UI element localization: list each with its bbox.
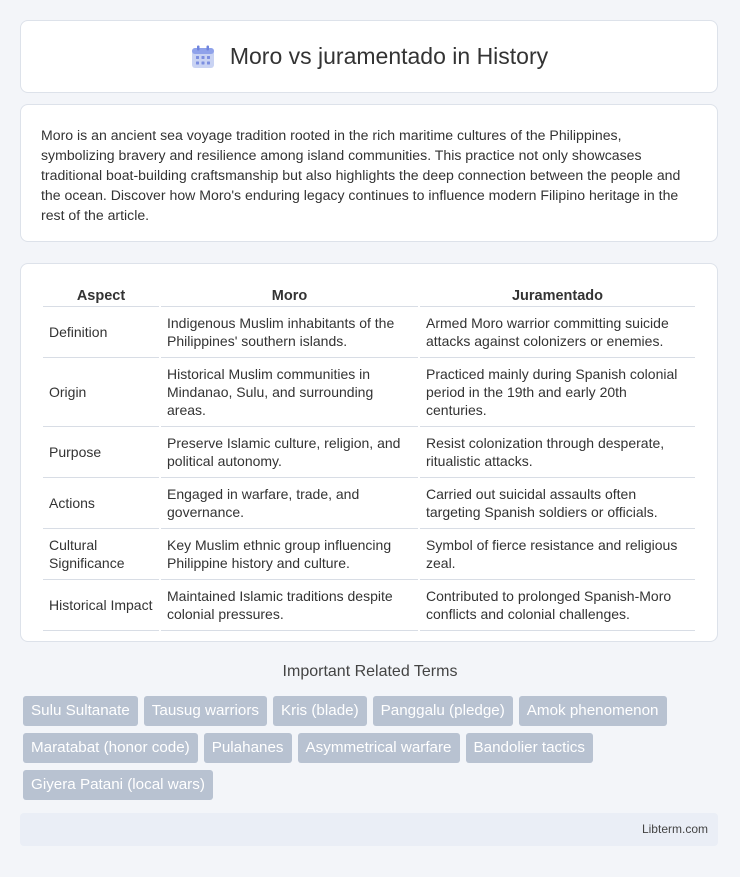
table-row bbox=[43, 529, 695, 580]
cell-juramentado: Carried out suicidal assaults often targeting Spanish soldiers or officials. bbox=[420, 478, 695, 529]
cell-aspect: Historical Impact bbox=[43, 580, 159, 631]
tag-panggalu-pledge[interactable]: Panggalu (pledge) bbox=[373, 696, 513, 726]
header-aspect: Aspect bbox=[43, 284, 159, 307]
related-tags bbox=[23, 696, 713, 800]
cell-juramentado: Symbol of fierce resistance and religious zeal. bbox=[420, 529, 695, 580]
cell-juramentado: Resist colonization through desperate, ritualistic attacks. bbox=[420, 427, 695, 478]
header-card bbox=[20, 20, 718, 93]
calendar-grid-icon bbox=[190, 44, 216, 70]
page-title: Moro vs juramentado in History bbox=[229, 43, 549, 69]
cell-moro: Maintained Islamic traditions despite colonial pressures. bbox=[161, 580, 418, 631]
intro-text: Moro is an ancient sea voyage tradition rooted in the rich maritime cultures of the Philippines, symbolizing bravery and resilience among island communities. This practice not only showcases traditional boat-building craftsmanship but also highlights the deep connection between the people and the ocean. Discover how Moro's enduring legacy continues to influence modern Filipino heritage in the rest of the article. bbox=[41, 127, 681, 223]
cell-aspect: Purpose bbox=[43, 427, 159, 478]
table-card bbox=[20, 263, 718, 642]
cell-juramentado: Contributed to prolonged Spanish-Moro conflicts and colonial challenges. bbox=[420, 580, 695, 631]
cell-aspect: Cultural Significance bbox=[43, 529, 159, 580]
footer-site-link[interactable]: Libterm.com bbox=[641, 822, 708, 836]
comparison-table bbox=[41, 284, 697, 631]
cell-moro: Key Muslim ethnic group influencing Philippine history and culture. bbox=[161, 529, 418, 580]
cell-moro: Engaged in warfare, trade, and governance. bbox=[161, 478, 418, 529]
title-wrap bbox=[190, 43, 548, 70]
footer bbox=[20, 813, 718, 846]
tag-maratabat-honor-code[interactable]: Maratabat (honor code) bbox=[23, 733, 198, 763]
cell-moro: Historical Muslim communities in Mindanao, Sulu, and surrounding areas. bbox=[161, 358, 418, 427]
header-juramentado: Juramentado bbox=[420, 284, 695, 307]
cell-aspect: Definition bbox=[43, 307, 159, 358]
tag-pulahanes[interactable]: Pulahanes bbox=[204, 733, 292, 763]
intro-card bbox=[20, 104, 718, 242]
cell-aspect: Actions bbox=[43, 478, 159, 529]
cell-juramentado: Armed Moro warrior committing suicide attacks against colonizers or enemies. bbox=[420, 307, 695, 358]
tag-giyera-patani[interactable]: Giyera Patani (local wars) bbox=[23, 770, 213, 800]
tag-kris-blade[interactable]: Kris (blade) bbox=[273, 696, 367, 726]
cell-aspect: Origin bbox=[43, 358, 159, 427]
cell-moro: Preserve Islamic culture, religion, and political autonomy. bbox=[161, 427, 418, 478]
table-row bbox=[43, 307, 695, 358]
tag-tausug-warriors[interactable]: Tausug warriors bbox=[144, 696, 267, 726]
cell-juramentado: Practiced mainly during Spanish colonial period in the 19th and early 20th centuries. bbox=[420, 358, 695, 427]
tag-amok-phenomenon[interactable]: Amok phenomenon bbox=[519, 696, 667, 726]
table-row bbox=[43, 478, 695, 529]
tag-sulu-sultanate[interactable]: Sulu Sultanate bbox=[23, 696, 138, 726]
table-header-row bbox=[43, 284, 695, 307]
table-row bbox=[43, 358, 695, 427]
table-row bbox=[43, 580, 695, 631]
cell-moro: Indigenous Muslim inhabitants of the Philippines' southern islands. bbox=[161, 307, 418, 358]
tag-bandolier-tactics[interactable]: Bandolier tactics bbox=[466, 733, 593, 763]
related-terms-title: Important Related Terms bbox=[282, 663, 458, 680]
table-row bbox=[43, 427, 695, 478]
header-moro: Moro bbox=[161, 284, 418, 307]
tag-asymmetrical-warfare[interactable]: Asymmetrical warfare bbox=[298, 733, 460, 763]
